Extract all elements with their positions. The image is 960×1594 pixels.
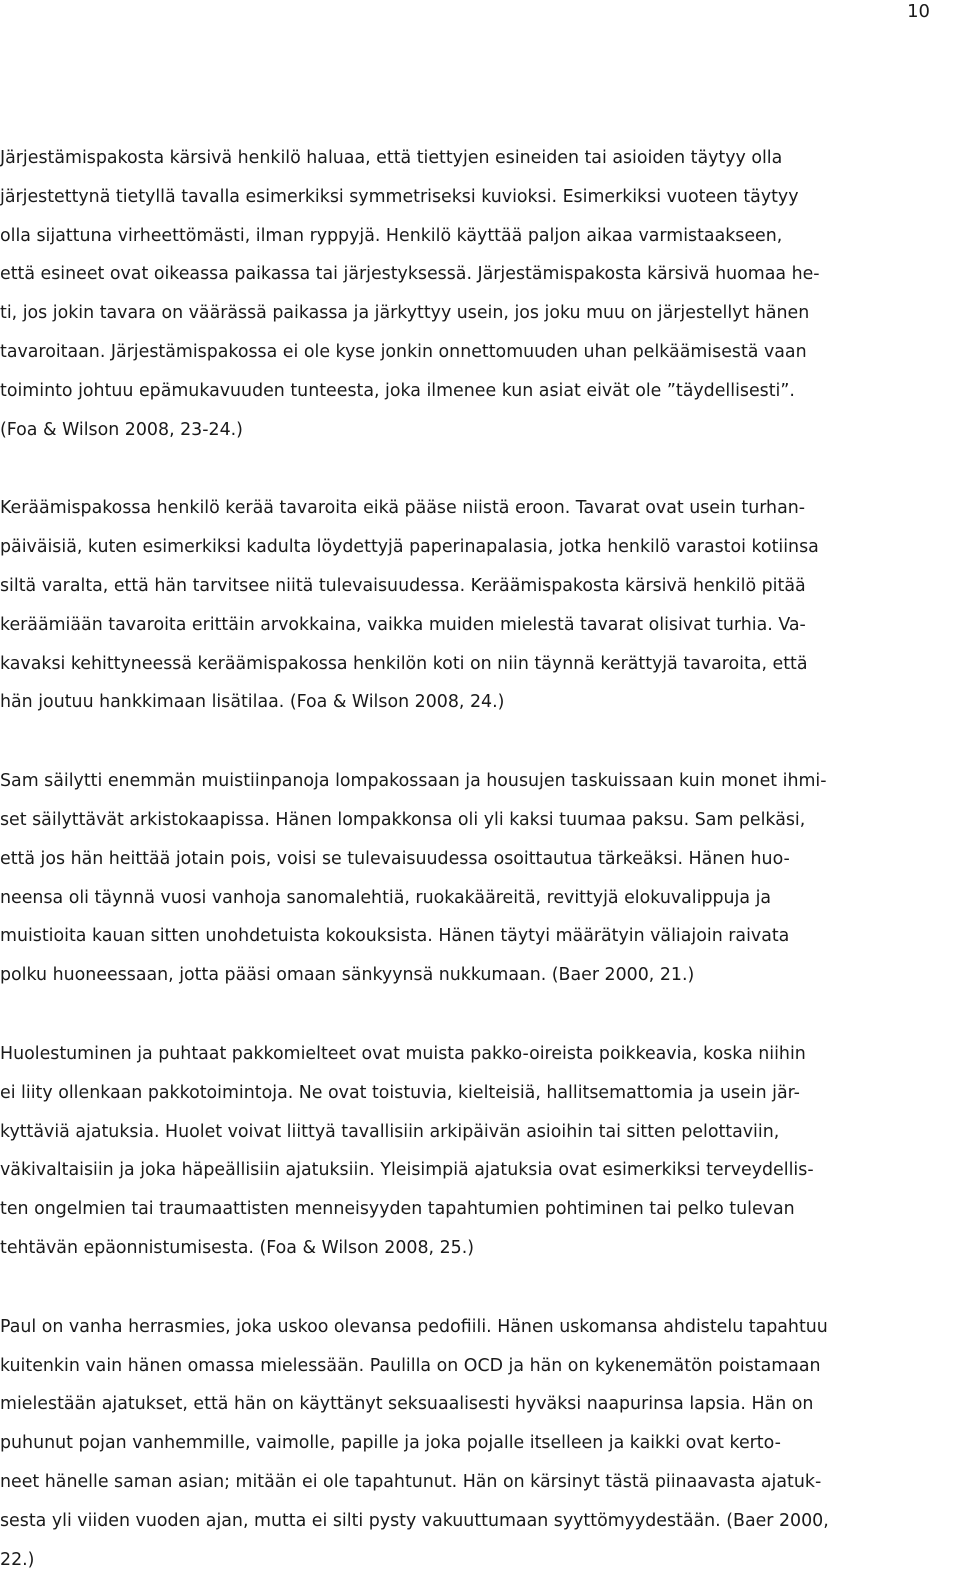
text-line: neet hänelle saman asian; mitään ei ole tapahtunut. Hän on kärsinyt tästä piinaavasta ajatuk- (0, 1471, 822, 1492)
paragraph-paul-example (0, 1308, 948, 1580)
document-body (0, 139, 948, 1579)
text-line: polku huoneessaan, jotta pääsi omaan sänkyynsä nukkumaan. (Baer 2000, 21.) (0, 965, 695, 986)
text-line: sesta yli viiden vuoden ajan, mutta ei silti pysty vakuuttumaan syyttömyydestään. (Baer 2000, (0, 1510, 829, 1531)
text-line: keräämiään tavaroita erittäin arvokkaina, vaikka muiden mielestä tavarat olisivat turhia. Va- (0, 614, 806, 635)
text-line: päiväisiä, kuten esimerkiksi kadulta löydettyjä paperinapalasia, jotka henkilö varastoi kotiinsa (0, 537, 819, 558)
text-line: kuitenkin vain hänen omassa mielessään. Paulilla on OCD ja hän on kykenemätön poistamaan (0, 1355, 821, 1376)
text-line: Keräämispakossa henkilö kerää tavaroita eikä pääse niistä eroon. Tavarat ovat usein turhan- (0, 498, 806, 519)
text-line: että jos hän heittää jotain pois, voisi se tulevaisuudessa osoittautua tärkeäksi. Hänen huo- (0, 848, 790, 869)
text-line: että esineet ovat oikeassa paikassa tai järjestyksessä. Järjestämispakosta kärsivä huomaa he- (0, 264, 820, 285)
text-line: mielestään ajatukset, että hän on käyttänyt seksuaalisesti hyväksi naapurinsa lapsia. Hän on (0, 1394, 814, 1415)
text-line: ten ongelmien tai traumaattisten menneisyyden tapahtumien pohtiminen tai pelko tulevan (0, 1199, 795, 1220)
text-line: hän joutuu hankkimaan lisätilaa. (Foa & Wilson 2008, 24.) (0, 692, 505, 713)
text-line: ei liity ollenkaan pakkotoimintoja. Ne ovat toistuvia, kielteisiä, hallitsemattomia ja usein jär- (0, 1082, 800, 1103)
text-line: muistioita kauan sitten unohdetuista kokouksista. Hänen täytyi määrätyin väliajoin raivata (0, 926, 790, 947)
text-line: kyttäviä ajatuksia. Huolet voivat liittyä tavallisiin arkipäivän asioihin tai sitten pelottaviin, (0, 1121, 780, 1142)
text-line: set säilyttävät arkistokaapissa. Hänen lompakkonsa oli yli kaksi tuumaa paksu. Sam pelkäsi, (0, 809, 806, 830)
text-line: Sam säilytti enemmän muistiinpanoja lompakossaan ja housujen taskuissaan kuin monet ihmi- (0, 771, 827, 792)
text-line: neensa oli täynnä vuosi vanhoja sanomalehtiä, ruokakääreitä, revittyjä elokuvalippuja ja (0, 887, 772, 908)
text-line: väkivaltaisiin ja joka häpeällisiin ajatuksiin. Yleisimpiä ajatuksia ovat esimerkiksi terveydellis- (0, 1160, 814, 1181)
text-line: Huolestuminen ja puhtaat pakkomielteet ovat muista pakko-oireista poikkeavia, koska niihin (0, 1043, 806, 1064)
text-line: siltä varalta, että hän tarvitsee niitä tulevaisuudessa. Keräämispakosta kärsivä henkilö pitää (0, 575, 806, 596)
text-line: (Foa & Wilson 2008, 23-24.) (0, 419, 243, 440)
paragraph-ordering-compulsion (0, 139, 948, 449)
text-line: tehtävän epäonnistumisesta. (Foa & Wilson 2008, 25.) (0, 1237, 475, 1258)
text-line: kavaksi kehittyneessä keräämispakossa henkilön koti on niin täynnä kerättyjä tavaroita, että (0, 653, 808, 674)
text-line: Paul on vanha herrasmies, joka uskoo olevansa pedofiili. Hänen uskomansa ahdistelu tapahtuu (0, 1316, 828, 1337)
text-line: puhunut pojan vanhemmille, vaimolle, papille ja joka pojalle itselleen ja kaikki ovat kerto- (0, 1433, 781, 1454)
text-line: järjestettynä tietyllä tavalla esimerkiksi symmetriseksi kuvioksi. Esimerkiksi vuoteen täytyy (0, 186, 799, 207)
paragraph-sam-example (0, 762, 948, 995)
text-line: olla sijattuna virheettömästi, ilman ryppyjä. Henkilö käyttää paljon aikaa varmistaakseen, (0, 225, 783, 246)
page-number: 10 (907, 1, 930, 22)
text-line: tavaroitaan. Järjestämispakossa ei ole kyse jonkin onnettomuuden uhan pelkäämisestä vaan (0, 341, 807, 362)
paragraph-worry-obsessions (0, 1035, 948, 1268)
text-line: toiminto johtuu epämukavuuden tunteesta, joka ilmenee kun asiat eivät ole ”täydellisesti”. (0, 380, 795, 401)
text-line: 22.) (0, 1549, 35, 1570)
paragraph-hoarding-compulsion (0, 489, 948, 722)
text-line: Järjestämispakosta kärsivä henkilö haluaa, että tiettyjen esineiden tai asioiden täytyy olla (0, 148, 783, 168)
text-line: ti, jos jokin tavara on väärässä paikassa ja järkyttyy usein, jos joku muu on järjestellyt hänen (0, 303, 810, 324)
